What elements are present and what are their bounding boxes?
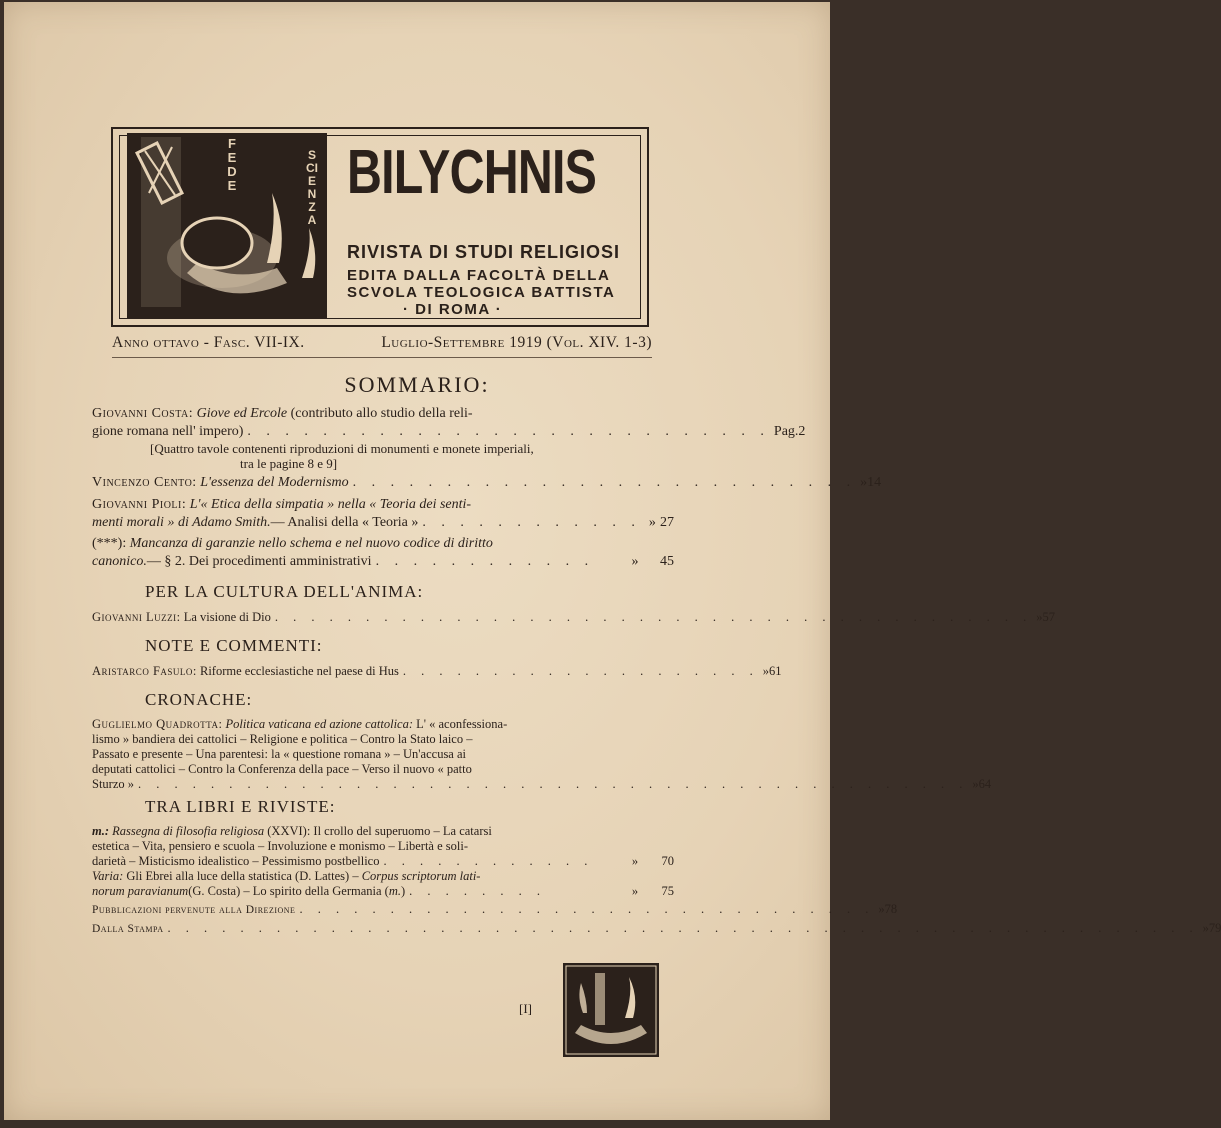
entry-page-label: »	[631, 884, 639, 898]
entry-title: Corpus scriptorum lati-	[361, 869, 481, 883]
entry-title: Politica vaticana ed azione cattolica:	[225, 717, 413, 731]
entry-text: darietà – Misticismo idealistico – Pessimismo postbellico	[92, 854, 380, 868]
section-heading-cronache: CRONACHE:	[145, 690, 253, 709]
entry-author: Guglielmo Quadrotta:	[92, 717, 223, 731]
entry-text: estetica – Vita, pensiero e scuola – Involuzione e monismo – Libertà e soli-	[92, 839, 468, 853]
toc-entry-cento: Vincenzo Cento: L'essenza del Modernismo . . . . . . . . . . . . . . . . . . . . . . . . . . . » 14	[92, 475, 882, 490]
contents-heading: SOMMARIO:	[344, 372, 490, 397]
entry-text: (G. Costa) – Lo spirito della Germania (	[188, 884, 389, 898]
toc-entry-rassegna: m.: Rassegna di filosofia religiosa (XXVI): Il crollo del superuomo – La catarsi estetica – Vita, pensiero e scuola – Involuzione e monismo – Libertà e soli- darietà – Misticismo idealistico – Pessimismo postbellico . . . . . . . . . . . . » 70	[92, 824, 674, 868]
entry-author: Vincenzo Cento:	[92, 475, 197, 490]
entry-page: 27	[660, 515, 674, 530]
toc-entry-stampa: Dalla Stampa . . . . . . . . . . . . . . . . . . . . . . . . . . . . . . . . . . . . . . . . . . . . . . . . . . . . . . . . . » 79	[92, 921, 1221, 935]
masthead	[111, 127, 649, 327]
entry-page: 45	[660, 554, 674, 569]
journal-subtitle: RIVISTA DI STUDI RELIGIOSI	[347, 242, 621, 262]
issue-date: Luglio-Settembre 1919 (Vol. XIV. 1-3)	[381, 334, 652, 351]
journal-subtitle-line2: EDITA DALLA FACOLTÀ DELLA	[347, 267, 611, 284]
emblem-word-scienza: SCIENZA	[306, 148, 318, 227]
entry-title: Rassegna di filosofia religiosa	[112, 824, 265, 838]
entry-author: Giovanni Costa:	[92, 406, 194, 421]
entry-page-label: »	[1036, 610, 1043, 624]
entry-author: Varia:	[92, 869, 124, 883]
entry-title: canonico.	[92, 554, 147, 569]
entry-text: — Analisi della « Teoria »	[270, 515, 419, 530]
entry-page: 79	[1208, 921, 1221, 935]
section-heading-libri: TRA LIBRI E RIVISTE:	[145, 797, 336, 816]
entry-text: — § 2. Dei procedimenti amministrativi	[146, 554, 372, 569]
entry-author: Aristarco Fasulo:	[92, 664, 197, 678]
toc-entry-varia: Varia: Gli Ebrei alla luce della statistica (D. Lattes) – Corpus scriptorum lati- norum paravianum (G. Costa) – Lo spirito della Germania ( m. ) . . . . . . . . » 75	[92, 869, 674, 898]
entry-text: Passato e presente – Una parentesi: la « questione romana » – Un'accusa ai	[92, 747, 466, 761]
toc-entry-luzzi: Giovanni Luzzi: La visione di Dio . . . . . . . . . . . . . . . . . . . . . . . . . . . . . . . . . . . . . . . . . . » 57	[92, 610, 1055, 624]
entry-page-label: »	[762, 664, 770, 678]
entry-page-label: »	[648, 515, 656, 530]
entry-title: norum paravianum	[92, 884, 189, 898]
entry-text: deputati cattolici – Contro la Conferenza della pace – Verso il nuovo « patto	[92, 762, 472, 776]
entry-title: L'essenza del Modernismo	[200, 475, 349, 490]
entry-page: 57	[1042, 610, 1055, 624]
entry-note: [Quattro tavole contenenti riproduzioni di monumenti e monete imperiali, tra le pagine 8 e 9]	[150, 441, 534, 471]
lamp-vignette-icon	[563, 963, 659, 1057]
entry-title: menti morali » di Adamo Smith.	[92, 515, 271, 530]
entry-text: L' « aconfessiona-	[413, 717, 508, 731]
entry-page-label: »	[631, 854, 639, 868]
entry-author: m.:	[92, 824, 110, 838]
entry-text: La visione di Dio	[183, 610, 271, 624]
section-heading-cultura: PER LA CULTURA DELL'ANIMA:	[145, 582, 424, 601]
journal-title: BILYCHNIS	[347, 138, 597, 207]
journal-subtitle-line3: SCVOLA TEOLOGICA BATTISTA	[347, 284, 616, 301]
toc-entry-fasulo: Aristarco Fasulo: Riforme ecclesiastiche nel paese di Hus . . . . . . . . . . . . . . . . . . . . » 61	[92, 664, 782, 678]
entry-page-label: »	[631, 554, 639, 569]
journal-subtitle-line4: · DI ROMA ·	[403, 301, 503, 318]
entry-text: Gli Ebrei alla luce della statistica (D. Lattes) –	[123, 869, 362, 883]
toc-entry-anon: (***): Mancanza di garanzie nello schema e nel nuovo codice di diritto canonico. — § 2. Dei procedimenti amministrativi . . . . . . . . . . . . » 45	[92, 536, 674, 569]
entry-text: Riforme ecclesiastiche nel paese di Hus	[200, 664, 399, 678]
entry-page: 14	[867, 475, 882, 490]
toc-entry-quadrotta: Guglielmo Quadrotta: Politica vaticana ed azione cattolica: L' « aconfessiona- lismo » bandiera dei cattolici – Religione e politica – Contro la Stato laico – Passato e presente – Una parentesi: la « questione romana » – Un'accusa ai deputati cattolici – Contro la Conferenza della pace – Verso il nuovo « patto Sturzo » . . . . . . . . . . . . . . . . . . . . . . . . . . . . . . . . . . . . . . . . . . . . . . » 64	[92, 717, 992, 791]
issue-number: Anno ottavo - Fasc. VII-IX.	[112, 334, 305, 351]
entry-page: 75	[661, 884, 674, 898]
entry-text: lismo » bandiera dei cattolici – Religione e politica – Contro la Stato laico –	[92, 732, 473, 746]
entry-text: Dalla Stampa	[92, 923, 164, 935]
entry-page-label: »	[972, 777, 979, 791]
entry-text: (XXVI): Il crollo del superuomo – La catarsi	[264, 824, 492, 838]
entry-page: 70	[661, 854, 674, 868]
entry-page-label: »	[860, 475, 868, 490]
entry-page: 2	[798, 424, 806, 439]
entry-page-label: »	[878, 902, 885, 916]
entry-author: Giovanni Pioli:	[92, 497, 187, 512]
entry-text: m.	[388, 884, 401, 898]
toc-entry-costa: Giovanni Costa: Giove ed Ercole (contributo allo studio della reli- gione romana nell' impero) . . . . . . . . . . . . . . . . . . . . . . . . . . . . Pag. 2 [Quattro tavole contenenti riproduzioni di monumenti e monete imperiali, tra le pagine 8 e 9]	[92, 406, 806, 471]
issue-line	[112, 334, 652, 352]
entry-page: 64	[978, 777, 992, 791]
entry-title: L'« Etica della simpatia » nella « Teoria dei senti-	[189, 497, 472, 512]
entry-page-label: »	[1202, 921, 1209, 935]
entry-page-label: Pag.	[773, 424, 799, 439]
entry-text: gione romana nell' impero)	[92, 424, 244, 439]
toc-entry-pubblicazioni: Pubblicazioni pervenute alla Direzione . . . . . . . . . . . . . . . . . . . . . . . . . . . . . . . . » 78	[92, 902, 898, 916]
entry-text: Sturzo »	[92, 777, 135, 791]
entry-text: Pubblicazioni pervenute alla Direzione	[92, 904, 296, 916]
emblem-word-fede: FEDE	[227, 136, 237, 193]
entry-page: 78	[884, 902, 898, 916]
entry-text: )	[401, 884, 406, 898]
section-heading-note: NOTE E COMMENTI:	[145, 636, 323, 655]
entry-author: Giovanni Luzzi:	[92, 610, 181, 624]
page-folio: [I]	[519, 1001, 532, 1016]
entry-page: 61	[769, 664, 782, 678]
entry-title: Giove ed Ercole	[196, 406, 288, 421]
entry-title: Mancanza di garanzie nello schema e nel nuovo codice di diritto	[129, 536, 493, 551]
entry-text: (contributo allo studio della reli-	[287, 406, 473, 421]
entry-author: (***):	[92, 536, 127, 551]
toc-entry-pioli: Giovanni Pioli: L'« Etica della simpatia » nella « Teoria dei senti- menti morali » di Adamo Smith. — Analisi della « Teoria » . . . . . . . . . . . . » 27	[92, 497, 674, 530]
divider	[112, 357, 652, 358]
